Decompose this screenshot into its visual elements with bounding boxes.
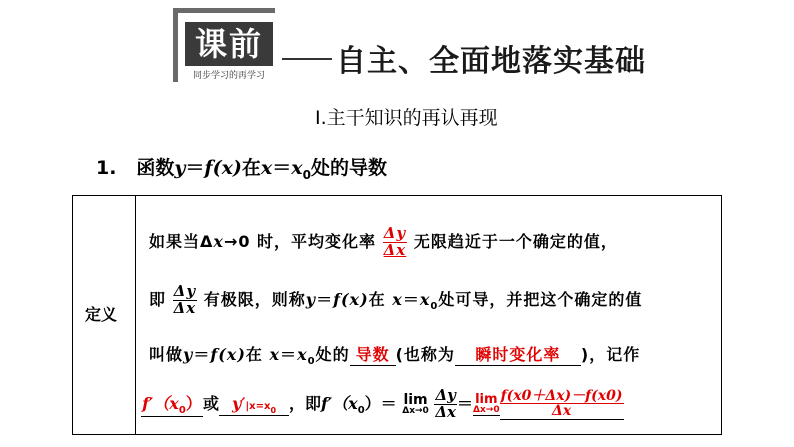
item-y: y (174, 157, 186, 179)
line2-l: 处可导，并把这个确定的值 (438, 289, 643, 309)
line4-d: |x=x (245, 400, 271, 412)
line2-j: x (419, 289, 431, 309)
definition-label: 定义 (85, 305, 118, 324)
notation-answer-2 (219, 394, 289, 416)
definition-line-2 (149, 284, 642, 317)
limit-quotient-answer (500, 389, 624, 420)
page-title: 自主、全面地落实基础 (336, 44, 646, 79)
line2-frac-den: Δx (173, 298, 197, 317)
definition-line-1 (149, 226, 618, 259)
avg-rate-num: Δy (383, 224, 407, 242)
line4-d0: 0 (270, 405, 277, 415)
line3-a: 叫做 (149, 345, 184, 364)
line4-a-close: ） (185, 393, 202, 413)
avg-rate-den: Δx (383, 240, 407, 259)
lim-2 (473, 393, 500, 416)
line4-f: f′（x (321, 393, 358, 413)
line4-fraction (434, 388, 457, 421)
line3-i: x (297, 345, 308, 364)
line1-a: 如果当Δ (149, 231, 214, 251)
item-at: 在 (241, 157, 261, 179)
item-x-paren: (x) (212, 157, 242, 179)
lim-2-sub: Δx→0 (473, 404, 500, 415)
line3-j: 0 (307, 356, 316, 368)
lim-1 (402, 393, 429, 416)
line1-d: 无限趋近于一个确定的值， (413, 231, 618, 251)
line1-b: x (213, 231, 224, 251)
line2-h: x (392, 289, 403, 309)
definition-label-cell (73, 196, 136, 434)
line3-m: (也称为 (395, 345, 455, 364)
avg-rate-fraction (383, 226, 408, 259)
item-eq-2: ＝ (272, 157, 292, 179)
line3-k: 处的 (315, 345, 350, 364)
line3-h: ＝ (280, 345, 298, 364)
item-f: f (204, 157, 213, 179)
line2-frac-num: Δy (173, 282, 197, 300)
derivative-answer: 导数 (350, 342, 396, 366)
line2-d: ＝ (316, 289, 334, 309)
line4-e: ，即 (289, 393, 322, 413)
line4-f-close: ）＝ (364, 393, 397, 413)
item-pre: 函数 (136, 157, 175, 179)
item-eq: ＝ (185, 157, 205, 179)
item-number: 1. (96, 157, 117, 179)
line2-c: y (305, 289, 317, 309)
limit-quotient-num: f(x0＋Δx)－f(x0) (500, 387, 623, 404)
title-divider (282, 58, 332, 60)
instant-rate-answer: 瞬时变化率 (455, 342, 581, 366)
notation-answer-1 (141, 391, 203, 417)
item-post: 处的导数 (310, 157, 387, 179)
item-heading (96, 153, 387, 182)
line3-f: 在 (245, 345, 263, 364)
limit-quotient-den: Δx (551, 403, 572, 420)
item-x0: x (291, 157, 303, 179)
line3-b: y (183, 345, 194, 364)
line2-g: 在 (368, 289, 386, 309)
line3-c: ＝ (193, 345, 211, 364)
line4-eq: ＝ (457, 393, 474, 413)
line4-f0: 0 (357, 404, 365, 416)
item-sub0: 0 (302, 167, 311, 182)
line4-c: y′ (232, 393, 246, 413)
line2-f: (x) (340, 289, 369, 309)
item-x: x (260, 157, 273, 179)
line3-e: (x) (218, 345, 246, 364)
line2-i: ＝ (402, 289, 420, 309)
line2-a: 即 (149, 289, 167, 309)
line4-a0: 0 (178, 404, 186, 416)
line4-frac-den: Δx (435, 402, 456, 421)
definition-line-4 (141, 388, 624, 421)
lesson-badge-subtitle: 同步学习的再学习 (192, 71, 265, 81)
section-title: Ⅰ.主干知识的再认再现 (315, 107, 498, 129)
lesson-badge: 课前 (185, 22, 273, 66)
line3-g: x (269, 345, 281, 364)
line2-k: 0 (430, 300, 439, 312)
lim-1-sub: Δx→0 (402, 405, 429, 416)
line4-a: f′（x (142, 393, 179, 413)
lim-1-word: lim (403, 391, 428, 408)
line2-e: f (333, 289, 341, 309)
lim-2-word: lim (475, 391, 498, 407)
line2-fraction (173, 284, 198, 317)
line3-d: f (210, 345, 219, 364)
line2-b: 有极限，则称 (203, 289, 306, 309)
line4-frac-num: Δy (435, 386, 456, 404)
line3-o: )，记作 (580, 345, 641, 364)
line4-b: 或 (203, 393, 220, 413)
definition-line-3 (149, 342, 640, 367)
line1-c: →0 时，平均变化率 (223, 231, 377, 251)
definition-table (72, 195, 722, 435)
